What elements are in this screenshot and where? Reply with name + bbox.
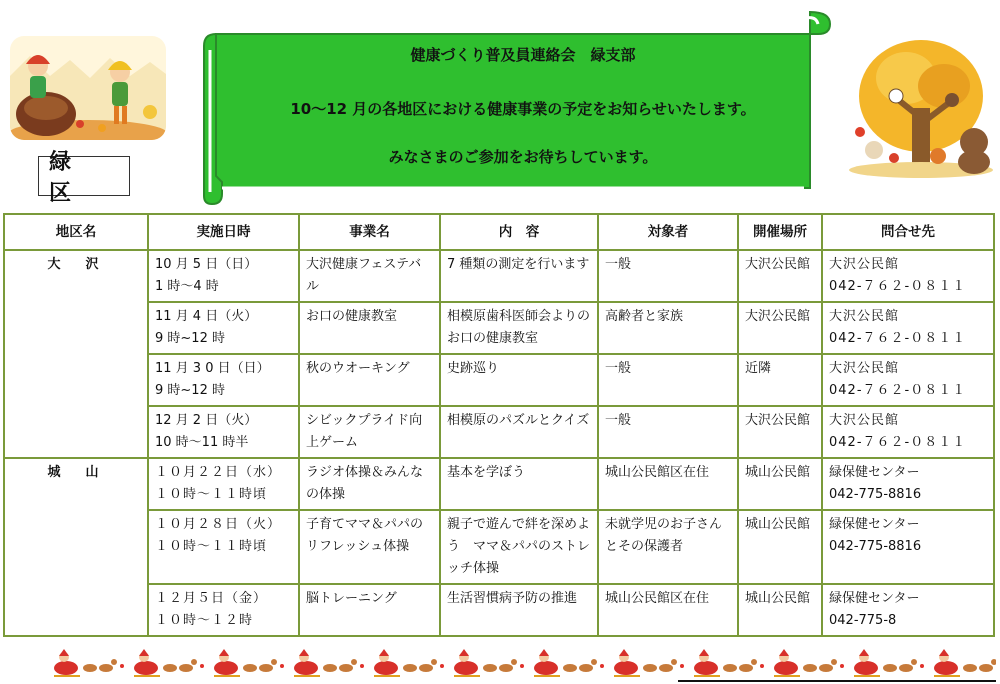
time-line: 1 時～4 時 (155, 279, 219, 294)
contact-name: 緑保健センター (829, 591, 920, 606)
date-cell (148, 510, 299, 584)
venue-cell: 大沢公民館 (738, 250, 822, 302)
table-row (4, 458, 994, 510)
venue-cell: 城山公民館 (738, 458, 822, 510)
header-banner (198, 10, 834, 206)
contact-cell (822, 584, 994, 636)
content-cell: 史跡巡り (440, 354, 598, 406)
target-cell: 高齢者と家族 (598, 302, 738, 354)
banner-invitation: みなさまのご参加をお待ちしています。 (388, 148, 658, 166)
venue-cell: 大沢公民館 (738, 406, 822, 458)
date-line: 11 月 4 日（火） (155, 309, 258, 324)
event-cell: 脳トレーニング (299, 584, 440, 636)
event-cell: シビックプライド向上ゲーム (299, 406, 440, 458)
event-cell: 大沢健康フェステバル (299, 250, 440, 302)
venue-cell: 城山公民館 (738, 584, 822, 636)
footer-rule (678, 680, 996, 682)
date-cell (148, 302, 299, 354)
column-header-contact: 問合せ先 (822, 214, 994, 250)
column-header-event: 事業名 (299, 214, 440, 250)
sleigh-motif (374, 649, 444, 676)
date-line: １０月２８日（火） (155, 517, 282, 532)
column-header-district: 地区名 (4, 214, 148, 250)
sleigh-motif (454, 649, 524, 676)
contact-cell (822, 510, 994, 584)
venue-cell: 近隣 (738, 354, 822, 406)
date-cell (148, 354, 299, 406)
banner-title: 健康づくり普及員連絡会 緑支部 (410, 46, 636, 64)
column-header-target: 対象者 (598, 214, 738, 250)
contact-name: 大沢公民館 (829, 361, 900, 376)
time-line: 10 時～11 時半 (155, 435, 249, 450)
contact-phone: 042-775-8816 (829, 487, 922, 502)
contact-name: 大沢公民館 (829, 309, 900, 324)
table-row (4, 302, 994, 354)
table-header-row (4, 214, 994, 250)
sleigh-motif (134, 649, 204, 676)
event-cell: 秋のウオーキング (299, 354, 440, 406)
time-line: 9 時~12 時 (155, 383, 225, 398)
target-cell: 城山公民館区在住 (598, 458, 738, 510)
contact-name: 大沢公民館 (829, 413, 900, 428)
banner-announcement: 10～12 月の各地区における健康事業の予定をお知らせいたします。 (290, 100, 756, 118)
column-header-content: 内 容 (440, 214, 598, 250)
date-cell (148, 250, 299, 302)
sleigh-motif (534, 649, 604, 676)
time-line: １０時～１１時頃 (155, 487, 268, 502)
contact-name: 緑保健センター (829, 465, 920, 480)
date-line: 11 月 3 0 日（日） (155, 361, 270, 376)
date-line: 12 月 2 日（火） (155, 413, 258, 428)
target-cell: 未就学児のお子さんとその保護者 (598, 510, 738, 584)
contact-name: 緑保健センター (829, 517, 920, 532)
sleigh-motif (614, 649, 684, 676)
contact-cell (822, 250, 994, 302)
column-header-date: 実施日時 (148, 214, 299, 250)
venue-cell: 大沢公民館 (738, 302, 822, 354)
event-cell: お口の健康教室 (299, 302, 440, 354)
table-row (4, 250, 994, 302)
table-row (4, 584, 994, 636)
contact-phone: 042-７６２-０８１１ (829, 383, 967, 398)
autumn-children-illustration (10, 36, 166, 140)
time-line: １０時～１２時 (155, 613, 254, 628)
event-schedule-table (3, 213, 995, 637)
date-cell (148, 584, 299, 636)
contact-cell (822, 302, 994, 354)
table-row (4, 510, 994, 584)
content-cell: 相模原のパズルとクイズ (440, 406, 598, 458)
contact-phone: 042-775-8 (829, 613, 897, 628)
target-cell: 城山公民館区在住 (598, 584, 738, 636)
target-cell: 一般 (598, 250, 738, 302)
sleigh-border-decoration (50, 648, 996, 680)
sleigh-motif (854, 649, 924, 676)
content-cell: 7 種類の測定を行います (440, 250, 598, 302)
district-cell: 城 山 (4, 458, 148, 636)
sleigh-motif (294, 649, 364, 676)
target-cell: 一般 (598, 406, 738, 458)
sleigh-motif (54, 649, 124, 676)
event-cell: 子育てママ＆パパのリフレッシュ体操 (299, 510, 440, 584)
contact-cell (822, 458, 994, 510)
contact-phone: 042-７６２-０８１１ (829, 279, 967, 294)
date-line: １０月２２日（水） (155, 465, 282, 480)
time-line: 9 時~12 時 (155, 331, 225, 346)
table-row (4, 354, 994, 406)
date-line: １２月５日（金） (155, 591, 268, 606)
district-cell: 大 沢 (4, 250, 148, 458)
contact-phone: 042-775-8816 (829, 539, 922, 554)
content-cell: 親子で遊んで絆を深めよう ママ＆パパのストレッチ体操 (440, 510, 598, 584)
contact-name: 大沢公民館 (829, 257, 900, 272)
ward-label: 緑 区 (38, 156, 130, 196)
content-cell: 生活習慣病予防の推進 (440, 584, 598, 636)
contact-cell (822, 354, 994, 406)
date-cell (148, 458, 299, 510)
sleigh-motif (694, 649, 764, 676)
autumn-tree-animals-illustration (846, 38, 996, 178)
date-cell (148, 406, 299, 458)
contact-phone: 042-７６２-０８１１ (829, 435, 967, 450)
sleigh-motif (214, 649, 284, 676)
target-cell: 一般 (598, 354, 738, 406)
venue-cell: 城山公民館 (738, 510, 822, 584)
time-line: １０時～１１時頃 (155, 539, 268, 554)
sleigh-motif (774, 649, 844, 676)
sleigh-motif (934, 649, 996, 676)
contact-cell (822, 406, 994, 458)
date-line: 10 月 5 日（日） (155, 257, 258, 272)
contact-phone: 042-７６２-０８１１ (829, 331, 967, 346)
table-row (4, 406, 994, 458)
column-header-venue: 開催場所 (738, 214, 822, 250)
content-cell: 基本を学ぼう (440, 458, 598, 510)
content-cell: 相模原歯科医師会よりのお口の健康教室 (440, 302, 598, 354)
event-cell: ラジオ体操＆みんなの体操 (299, 458, 440, 510)
